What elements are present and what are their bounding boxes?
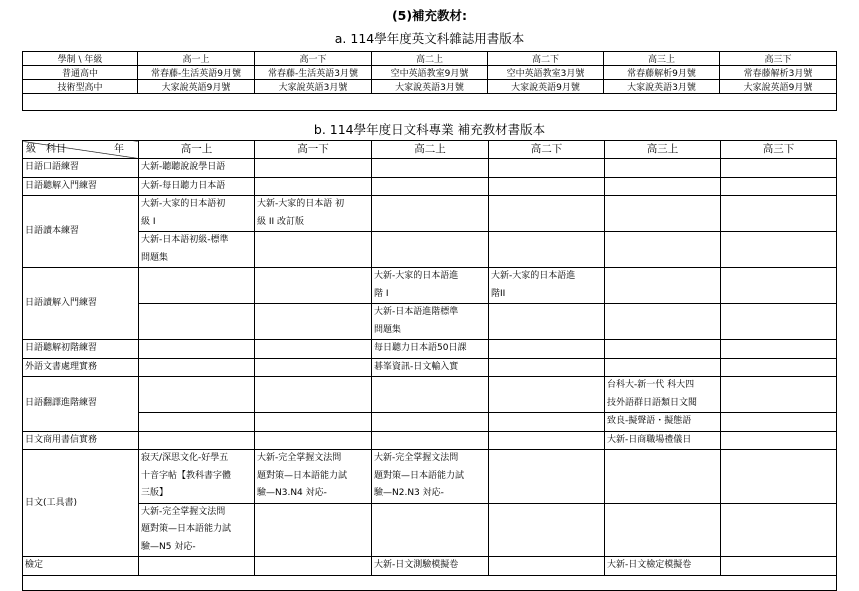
table-cell	[721, 450, 837, 504]
table-cell	[489, 177, 605, 196]
table-cell: 大家說英語3月號	[255, 80, 372, 94]
table-cell	[255, 159, 372, 178]
table-cell: 常春藤-生活英語3月號	[255, 66, 372, 80]
table-a-title: a. 114學年度英文科雜誌用書版本	[334, 31, 525, 46]
table-cell	[372, 177, 489, 196]
table-b-title: b. 114學年度日文科專業 補充教材書版本	[313, 122, 546, 137]
table-cell	[605, 196, 721, 232]
table-cell: 技術型高中	[23, 80, 138, 94]
table-cell: 大新-日商職場禮儀日	[605, 431, 721, 450]
table-cell	[255, 431, 372, 450]
english-magazine-table	[22, 51, 837, 111]
blank-row	[23, 575, 837, 590]
table-cell: 大家說英語3月號	[604, 80, 720, 94]
table-row	[23, 358, 837, 377]
subject-cell: 日語聽解入門練習	[23, 177, 139, 196]
table-cell: 大家說英語9月號	[138, 80, 255, 94]
table-cell: 大家說英語3月號	[372, 80, 488, 94]
table-cell	[721, 377, 837, 413]
table-cell	[489, 304, 605, 340]
table-cell: 大新-日本語進階標準 問題集	[372, 304, 489, 340]
table-cell: 大家說英語9月號	[720, 80, 837, 94]
table-cell	[721, 159, 837, 178]
table-cell	[721, 503, 837, 557]
table-cell	[605, 358, 721, 377]
table-cell	[721, 196, 837, 232]
table-cell	[139, 358, 255, 377]
subject-cell: 日文商用書信實務	[23, 431, 139, 450]
table-cell: 大新-日本語初級-標準 問題集	[139, 232, 255, 268]
table-header-row	[23, 141, 837, 159]
table-cell	[605, 177, 721, 196]
table-cell: 大新-聽聽說說學日語	[139, 159, 255, 178]
table-cell	[255, 340, 372, 359]
table-cell: 大新-每日聽力日本語	[139, 177, 255, 196]
table-cell	[489, 431, 605, 450]
table-row	[23, 340, 837, 359]
table-cell	[255, 177, 372, 196]
table-row	[23, 450, 837, 504]
header-cell: 高一上	[139, 141, 255, 159]
table-row	[23, 80, 837, 94]
table-row	[23, 159, 837, 178]
table-cell	[605, 340, 721, 359]
table-cell: 大新-大家的日本語初 級 I	[139, 196, 255, 232]
table-cell: 大新-完全掌握文法問 題對策—日本語能力試 驗—N2.N3 対応-	[372, 450, 489, 504]
table-cell: 大新-日文檢定模擬卷	[605, 557, 721, 576]
table-cell: 致良-擬聲語・擬態語	[605, 413, 721, 432]
subject-cell: 日語聽解初階練習	[23, 340, 139, 359]
table-cell: 普通高中	[23, 66, 138, 80]
table-cell	[605, 159, 721, 178]
subject-cell: 外語文書處理實務	[23, 358, 139, 377]
table-cell	[721, 232, 837, 268]
header-cell: 高二下	[489, 141, 605, 159]
table-cell	[489, 450, 605, 504]
table-row	[23, 177, 837, 196]
table-cell	[605, 450, 721, 504]
table-cell	[605, 232, 721, 268]
table-cell	[721, 431, 837, 450]
table-cell	[372, 431, 489, 450]
table-cell	[139, 431, 255, 450]
section-heading: (5)補充教材:	[391, 8, 468, 23]
header-cell: 高二上	[372, 141, 489, 159]
blank-cell	[23, 94, 837, 111]
table-cell	[721, 340, 837, 359]
table-cell	[255, 304, 372, 340]
table-cell: 碁峯資訊-日文輸入實	[372, 358, 489, 377]
table-row	[23, 431, 837, 450]
table-cell	[721, 358, 837, 377]
table-cell: 大新-日文測驗模擬卷	[372, 557, 489, 576]
subject-cell: 日文(工具書)	[23, 450, 139, 557]
subject-cell: 檢定	[23, 557, 139, 576]
table-cell: 每日聽力日本語50日課	[372, 340, 489, 359]
table-row	[23, 268, 837, 304]
table-cell	[139, 304, 255, 340]
table-cell	[372, 377, 489, 413]
table-cell: 空中英語教室9月號	[372, 66, 488, 80]
table-row	[23, 557, 837, 576]
table-cell	[372, 413, 489, 432]
table-cell	[372, 503, 489, 557]
table-cell	[255, 557, 372, 576]
table-cell	[139, 557, 255, 576]
table-cell: 常春藤解析3月號	[720, 66, 837, 80]
table-cell	[489, 557, 605, 576]
table-row	[23, 304, 837, 340]
header-cell: 高一下	[255, 141, 372, 159]
table-cell: 大新-大家的日本語進 階 I	[372, 268, 489, 304]
table-cell	[489, 377, 605, 413]
table-header-row	[23, 52, 837, 66]
table-cell	[489, 503, 605, 557]
table-cell	[372, 159, 489, 178]
table-cell	[372, 196, 489, 232]
table-row	[23, 503, 837, 557]
table-cell	[605, 304, 721, 340]
subject-cell: 日語口語練習	[23, 159, 139, 178]
blank-cell	[23, 575, 837, 590]
table-cell: 大新-完全掌握文法問 題對策—日本語能力試 驗—N5 対応-	[139, 503, 255, 557]
subject-cell: 日語讀解入門練習	[23, 268, 139, 340]
corner-label-grade: 年	[114, 144, 124, 155]
header-cell: 高三下	[721, 141, 837, 159]
japanese-materials-table	[22, 140, 837, 591]
header-cell: 高二上	[372, 52, 488, 66]
table-cell: 寂天/深思文化-好學五 十音字帖【教科書字體 三版】	[139, 450, 255, 504]
table-cell	[721, 177, 837, 196]
header-cell: 高二下	[488, 52, 604, 66]
table-cell	[489, 232, 605, 268]
table-cell	[255, 358, 372, 377]
table-row	[23, 196, 837, 232]
table-cell	[721, 268, 837, 304]
table-cell	[489, 159, 605, 178]
table-cell: 空中英語教室3月號	[488, 66, 604, 80]
table-cell: 大新-完全掌握文法問 題對策—日本語能力試 驗—N3.N4 対応-	[255, 450, 372, 504]
table-cell	[721, 557, 837, 576]
header-cell: 高一下	[255, 52, 372, 66]
table-cell: 台科大-新一代 科大四 技外語群日語類日文閱	[605, 377, 721, 413]
table-cell	[489, 413, 605, 432]
table-cell	[255, 503, 372, 557]
header-cell: 高三下	[720, 52, 837, 66]
table-cell: 大新-大家的日本語 初 級 II 改訂版	[255, 196, 372, 232]
table-cell	[139, 413, 255, 432]
header-cell: 高一上	[138, 52, 255, 66]
table-cell	[255, 268, 372, 304]
subject-cell: 日語翻譯進階練習	[23, 377, 139, 432]
subject-cell: 日語讀本練習	[23, 196, 139, 268]
table-cell	[721, 413, 837, 432]
table-cell: 常春藤-生活英語9月號	[138, 66, 255, 80]
table-cell: 常春藤解析9月號	[604, 66, 720, 80]
table-cell	[489, 358, 605, 377]
corner-label-subject: 級 科目	[26, 144, 66, 155]
header-cell: 高三上	[605, 141, 721, 159]
table-cell	[372, 232, 489, 268]
table-cell	[489, 196, 605, 232]
table-row	[23, 377, 837, 413]
table-row	[23, 66, 837, 80]
table-cell	[255, 413, 372, 432]
table-row	[23, 232, 837, 268]
table-cell: 大家說英語9月號	[488, 80, 604, 94]
corner-header-cell	[23, 141, 139, 159]
table-cell	[489, 340, 605, 359]
table-cell	[139, 377, 255, 413]
table-cell	[721, 304, 837, 340]
table-cell	[139, 268, 255, 304]
table-cell	[139, 340, 255, 359]
table-cell	[605, 503, 721, 557]
table-cell: 大新-大家的日本語進 階II	[489, 268, 605, 304]
table-row	[23, 413, 837, 432]
table-cell	[255, 232, 372, 268]
table-cell	[255, 377, 372, 413]
table-cell	[605, 268, 721, 304]
header-cell: 高三上	[604, 52, 720, 66]
header-cell: 學制 \ 年級	[23, 52, 138, 66]
blank-row	[23, 94, 837, 111]
